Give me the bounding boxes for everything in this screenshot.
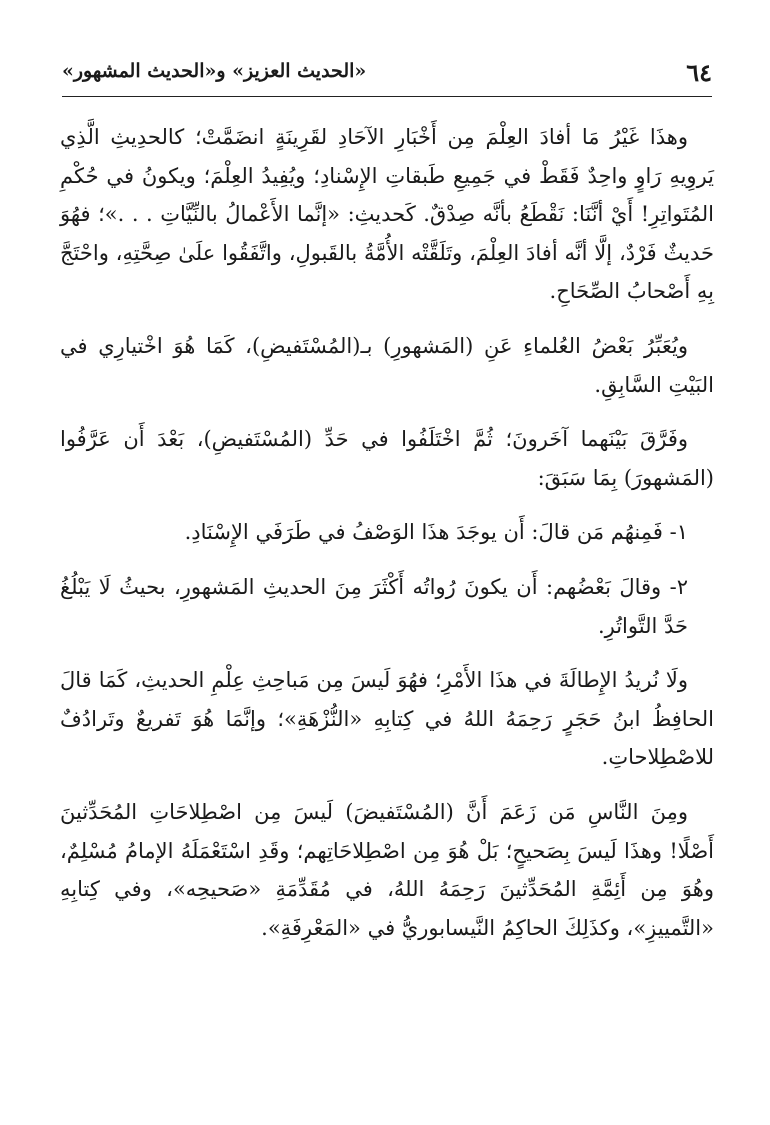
list-item-second-opinion: ٢- وقالَ بَعْضُهم: أَن يكونَ رُواتُه أَكْثَرَ مِنَ الحديثِ المَشهورِ، بحيثُ لَا يَبْلُغُ حَدَّ التَّواتُرِ. — [60, 574, 688, 638]
page-body — [60, 118, 714, 963]
header-divider — [62, 96, 712, 97]
paragraph-distinction: وفَرَّقَ بَيْنَهما آخَرونَ؛ ثُمَّ اخْتَلَفُوا في حَدِّ (المُسْتَفيضِ)، بَعْدَ أَن عَرَّفُوا (المَشهورَ) بِمَا سَبَقَ: — [60, 427, 714, 490]
paragraph-mustafid-definition: ويُعَبِّرُ بَعْضُ العُلماءِ عَنِ (المَشهورِ) بـ(المُسْتَفيضِ)، كَمَا هُوَ اخْتيارِي في البَيْتِ السَّابِقِ. — [60, 333, 714, 397]
paragraph-ahad-hadith: وهذَا غَيْرُ مَا أفادَ العِلْمَ مِن أَخْبَارِ الآحَادِ لقَرِينَةٍ انضَمَّتْ؛ كالحدِيثِ الَّذِي يَروِيهِ رَاوٍ واحِدٌ فَقَطْ في جَمِيعِ طَبقاتِ الإِسْنادِ؛ ويُفِيدُ العِلْمَ؛ ويكونُ في حُكْمِ المُتَواتِرِ! أَيْ أنَّنَا: نَقْطَعُ بأنَّه صِدْقٌ. كَحديثِ: «إنَّما الأَعْمالُ بالنِّيَّاتِ . . .»؛ فهُوَ حَديثٌ فَرْدٌ، إلَّا أنَّه أفادَ العِلْمَ، وتَلَقَّتْه الأُمَّةُ بالقَبولِ، واتَّفَقُوا علَىٰ صِحَّتِهِ، واحْتَجَّ بِهِ أَصْحابُ الصِّحَاحِ. — [60, 125, 714, 304]
running-title: «الحديث العزيز» و«الحديث المشهور» — [62, 60, 367, 82]
page-number: ٦٤ — [686, 58, 712, 87]
list-item-first-opinion: ١- فَمِنهُم مَن قالَ: أَن يوجَدَ هذَا الوَصْفُ في طَرَفَي الإِسْنَادِ. — [184, 520, 688, 545]
page-header — [62, 54, 712, 94]
paragraph-no-elaboration: ولَا نُريدُ الإِطالَةَ في هذَا الأَمْرِ؛ فهُوَ لَيسَ مِن مَباحِثِ عِلْمِ الحديثِ، كَمَا قالَ الحافِظُ ابنُ حَجَرٍ رَحِمَهُ اللهُ في كِتابِهِ «النُّزْهَةِ»؛ وإنَّمَا هُوَ تَفريعٌ وتَرادُفٌ للاصْطِلاحاتِ. — [60, 668, 714, 770]
paragraph-muslim-usage: ومِنَ النَّاسِ مَن زَعَمَ أَنَّ (المُسْتَفيضَ) لَيسَ مِن اصْطِلاحَاتِ المُحَدِّثينَ أَصْلًا! وهذَا لَيسَ بِصَحيحٍ؛ بَلْ هُوَ مِن اصْطِلاحَاتِهم؛ وقَدِ اسْتَعْمَلَهُ الإمامُ مُسْلِمٌ، وهُوَ مِن أَئِمَّةِ المُحَدِّثينَ رَحِمَهُ اللهُ، في مُقَدِّمَةِ «صَحيحِه»، وفي كِتابِهِ «التَّمييزِ»، وكذَلِكَ الحاكِمُ النَّيسابوريُّ في «المَعْرِفَةِ». — [60, 799, 714, 940]
